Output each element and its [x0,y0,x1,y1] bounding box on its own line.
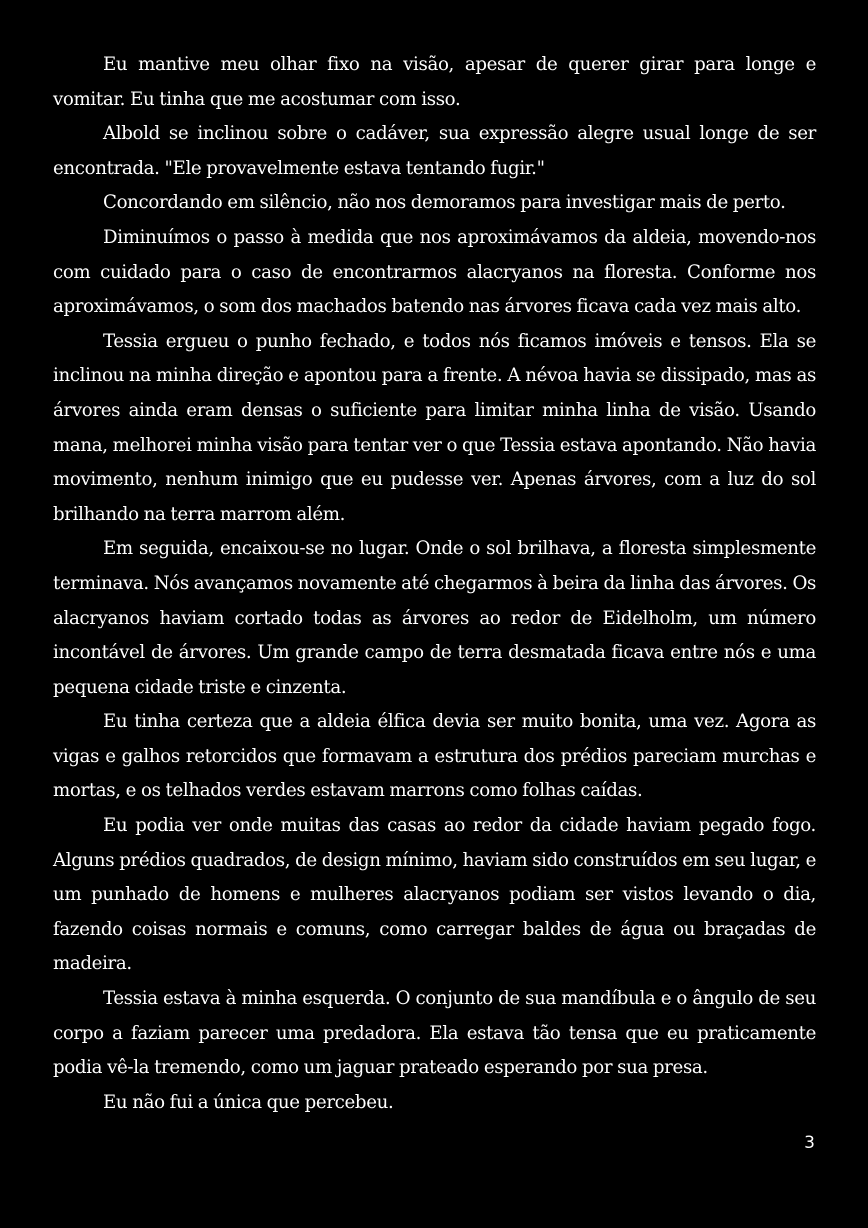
paragraph: Eu podia ver onde muitas das casas ao redor da cidade haviam pegado fogo. Alguns prédios quadrados, de design mínimo, haviam sido construídos em seu lugar, e um punhado de homens e mulheres alacryanos podiam ser vistos levando o dia, fazendo coisas normais e comuns, como carregar baldes de água ou braçadas de madeira. [53,815,816,975]
paragraph: Eu tinha certeza que a aldeia élfica devia ser muito bonita, uma vez. Agora as vigas e galhos retorcidos que formavam a estrutura dos prédios pareciam murchas e mortas, e os telhados verdes estavam marrons como folhas caídas. [53,711,816,802]
paragraph: Albold se inclinou sobre o cadáver, sua expressão alegre usual longe de ser encontrada. "Ele provavelmente estava tentando fugir." [53,123,816,179]
paragraph: Concordando em silêncio, não nos demoramos para investigar mais de perto. [103,192,786,214]
text-body [53,48,816,1120]
paragraph: Tessia ergueu o punho fechado, e todos nós ficamos imóveis e tensos. Ela se inclinou na minha direção e apontou para a frente. A névoa havia se dissipado, mas as árvores ainda eram densas o suficiente para limitar minha linha de visão. Usando mana, melhorei minha visão para tentar ver o que Tessia estava apontando. Não havia movimento, nenhum inimigo que eu pudesse ver. Apenas árvores, com a luz do sol brilhando na terra marrom além. [53,330,816,525]
paragraph: Em seguida, encaixou-se no lugar. Onde o sol brilhava, a floresta simplesmente terminava. Nós avançamos novamente até chegarmos à beira da linha das árvores. Os alacryanos haviam cortado todas as árvores ao redor de Eidelholm, um número incontável de árvores. Um grande campo de terra desmatada ficava entre nós e uma pequena cidade triste e cinzenta. [53,538,816,698]
paragraph: Diminuímos o passo à medida que nos aproximávamos da aldeia, movendo-nos com cuidado para o caso de encontrarmos alacryanos na floresta. Conforme nos aproximávamos, o som dos machados batendo nas árvores ficava cada vez mais alto. [53,226,816,318]
paragraph: Eu não fui a única que percebeu. [103,1091,394,1113]
paragraph: Tessia estava à minha esquerda. O conjunto de sua mandíbula e o ângulo de seu corpo a faziam parecer uma predadora. Ela estava tão tensa que eu praticamente podia vê-la tremendo, como um jaguar prateado esperando por sua presa. [53,988,816,1079]
page-number: 3 [804,1133,815,1153]
paragraph: Eu mantive meu olhar fixo na visão, apesar de querer girar para longe e vomitar. Eu tinha que me acostumar com isso. [53,54,816,110]
